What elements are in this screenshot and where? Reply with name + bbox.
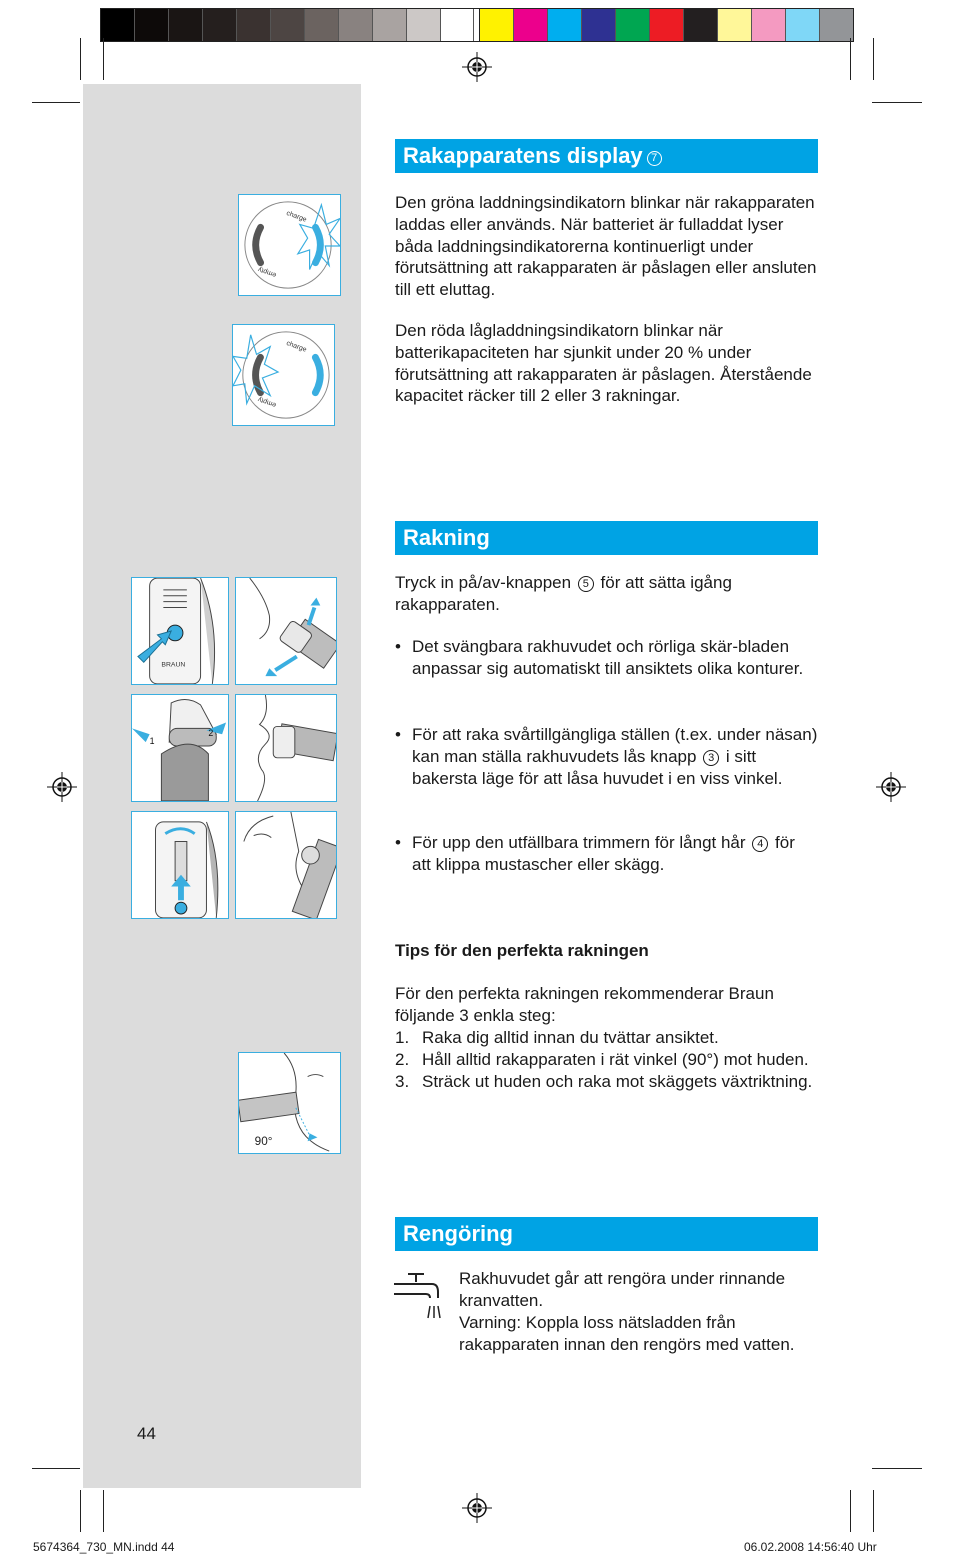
color-swatch: [237, 9, 271, 41]
color-swatch: [135, 9, 169, 41]
step-number: 1.: [395, 1028, 410, 1047]
display-figure-low-battery: [232, 324, 335, 426]
trimmer-figure: [131, 811, 229, 919]
step-text: Håll alltid rakapparaten i rät vinkel (90°) mot huden.: [422, 1049, 809, 1069]
registration-mark-icon: [462, 52, 492, 82]
crop-mark: [32, 1468, 80, 1469]
section-title: Rengöring: [403, 1221, 513, 1246]
color-swatch: [718, 9, 752, 41]
shaving-bullet-2: [395, 724, 818, 789]
step-text: Raka dig alltid innan du tvättar ansiktet.: [422, 1028, 719, 1047]
color-swatch: [407, 9, 441, 41]
shaving-bullet-1: • Det svängbara rakhuvudet och rörliga skär-bladen anpassar sig automatiskt till ansiktets olika konturer.: [395, 636, 818, 680]
registration-mark-icon: [47, 772, 77, 802]
crop-mark: [850, 1490, 851, 1532]
page-number: 44: [137, 1424, 156, 1443]
step-2-label: 2: [208, 728, 214, 739]
crop-mark: [873, 1490, 874, 1532]
crop-mark: [80, 38, 81, 80]
reference-number: 4: [752, 836, 768, 852]
color-swatch: [548, 9, 582, 41]
color-swatch: [684, 9, 718, 41]
color-swatch: [101, 9, 135, 41]
footer-timestamp: 06.02.2008 14:56:40 Uhr: [744, 1540, 877, 1554]
reference-number: 3: [703, 750, 719, 766]
section-heading-display: [395, 139, 818, 173]
color-swatch: [203, 9, 237, 41]
bullet-text: För upp den utfällbara trimmern för långt hår: [412, 833, 746, 852]
bullet-text: i sitt bakersta läge för att låsa huvudet i en viss vinkel.: [412, 746, 783, 788]
color-swatch: [616, 9, 650, 41]
tips-title: Tips för den perfekta rakningen: [395, 941, 649, 960]
section-heading-cleaning: [395, 1217, 818, 1251]
step-number: 3.: [395, 1071, 410, 1091]
intro-text: för att sätta igång rakapparaten.: [395, 573, 732, 614]
crop-mark: [32, 102, 80, 103]
color-swatch: [373, 9, 407, 41]
trimming-sideburns-figure: [235, 811, 337, 919]
display-figure-charging: [238, 194, 341, 296]
color-swatch: [786, 9, 820, 41]
footer-file-info: 5674364_730_MN.indd 44: [33, 1540, 175, 1554]
color-calibration-bar: [100, 8, 854, 42]
shaving-bullet-3: [395, 832, 818, 876]
tips-step: [395, 1071, 818, 1093]
charge-label: charge: [285, 339, 308, 354]
pivoting-head-figure: [235, 577, 337, 685]
crop-mark: [850, 38, 851, 80]
color-swatch: [582, 9, 616, 41]
under-nose-shaving-figure: [235, 694, 337, 802]
color-swatch: [650, 9, 684, 41]
color-swatch: [441, 9, 475, 41]
lock-switch-figure: [131, 694, 229, 802]
color-swatch: [820, 9, 853, 41]
color-swatch: [339, 9, 373, 41]
tips-steps-list: [395, 1027, 818, 1092]
color-swatch: [480, 9, 514, 41]
angle-label: 90°: [254, 1135, 273, 1149]
color-swatch: [752, 9, 786, 41]
color-swatch: [169, 9, 203, 41]
shaver-on-off-figure: [131, 577, 229, 685]
tips-step: [395, 1027, 818, 1049]
color-swatch: [271, 9, 305, 41]
bullet-text: för att klippa mustascher eller skägg.: [412, 833, 795, 874]
crop-mark: [872, 1468, 922, 1469]
empty-label: empty: [257, 395, 278, 409]
intro-text: Tryck in på/av-knappen: [395, 573, 572, 592]
step-text: Sträck ut huden och raka mot skäggets växtriktning.: [422, 1071, 813, 1091]
display-paragraph-1: Den gröna laddningsindikatorn blinkar när rakapparaten laddas eller används. När batteriet är fulladdat lyser båda laddningsindikatorerna kontinuerligt under förutsättning att rakapparaten är påslagen eller ansluten till ett eluttag.: [395, 193, 817, 300]
cleaning-paragraph-1: Rakhuvudet går att rengöra under rinnande kranvatten.: [459, 1269, 786, 1310]
crop-mark: [103, 1490, 104, 1532]
color-swatch: [514, 9, 548, 41]
section-title: Rakning: [403, 525, 490, 550]
cleaning-paragraph-2: Varning: Koppla loss nätsladden från rakapparaten innan den rengörs med vatten.: [459, 1313, 795, 1354]
registration-mark-icon: [876, 772, 906, 802]
right-angle-shaving-figure: [238, 1052, 341, 1154]
step-number: 2.: [395, 1049, 410, 1069]
step-1-label: 1: [149, 736, 155, 747]
crop-mark: [80, 1490, 81, 1532]
shaving-intro: [395, 572, 818, 616]
crop-mark: [872, 102, 922, 103]
brand-label: BRAUN: [161, 661, 186, 669]
display-paragraph-2: Den röda lågladdningsindikatorn blinkar när batterikapaciteten har sjunkit under 20 % under förutsättning att rakapparaten är påslagen. Återstående kapacitet räcker till 2 eller 3 rakningar.: [395, 321, 812, 406]
tips-step: [395, 1049, 818, 1071]
bullet-text: För att raka svårtillgängliga ställen (t.ex. under näsan) kan man ställa rakhuvudets lås knapp: [412, 725, 818, 766]
empty-label: empty: [257, 265, 278, 279]
reference-number: 7: [647, 151, 662, 166]
section-heading-shaving: [395, 521, 818, 555]
registration-mark-icon: [462, 1493, 492, 1523]
water-tap-icon: [394, 1270, 446, 1322]
color-swatch: [305, 9, 339, 41]
section-title: Rakapparatens display: [403, 143, 643, 168]
tips-intro: För den perfekta rakningen rekommenderar Braun följande 3 enkla steg:: [395, 984, 774, 1025]
crop-mark: [873, 38, 874, 80]
crop-mark: [103, 38, 104, 80]
charge-label: charge: [285, 209, 308, 224]
reference-number: 5: [578, 576, 594, 592]
